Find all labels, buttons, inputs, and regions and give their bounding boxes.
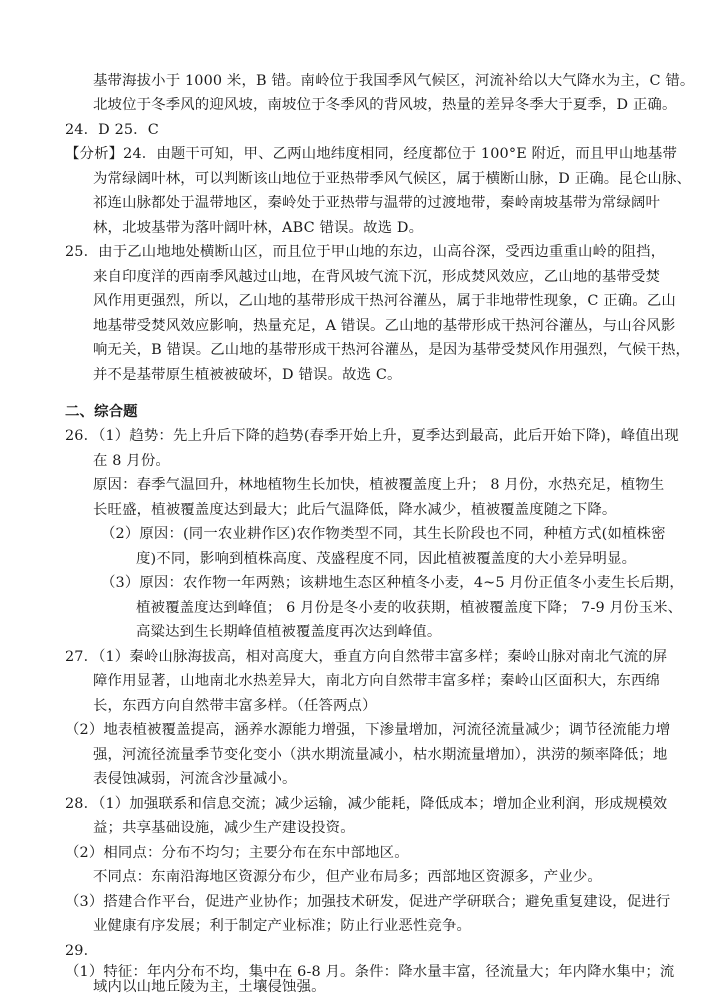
text-line: 北坡位于冬季风的迎风坡，南坡位于冬季风的背风坡，热量的差异冬季大于夏季，D 正确。 [93,97,677,113]
text-line: 长，东西方向自然带丰富多样。（任答两点） [93,698,377,714]
text-line: 27．（1）秦岭山脉海拔高，相对高度大，垂直方向自然带丰富多样；秦岭山脉对南北气流的屏 [65,649,668,665]
text-line: 业健康有序发展；利于制定产业标准；防止行业恶性竞争。 [93,918,472,934]
text-line: 24．D 25．C [65,122,159,138]
text-line: 25．由于乙山地地处横断山区，而且位于甲山地的东边，山高谷深，受西边重重山岭的阻挡， [65,244,666,260]
text-line: 长旺盛，植被覆盖度达到最大；此后气温降低，降水减少，植被覆盖度随之下降。 [93,502,617,518]
text-line: 益；共享基础设施，减少生产建设投资。 [93,820,355,836]
text-line: 29． [65,943,99,959]
text-line: （1）特征：年内分布不均，集中在 6-8 月。条件：降水量丰富，径流量大；年内降水集中；流 [65,964,675,980]
text-line: 基带海拔小于 1000 米，B 错。南岭位于我国季风气候区，河流补给以大气降水为主，C 错。 [93,73,695,89]
text-line: 26．（1）趋势：先上升后下降的趋势(春季开始上升，夏季达到最高，此后开始下降)，峰值出现 [65,428,679,444]
text-line: 28．（1）加强联系和信息交流；减少运输，减少能耗，降低成本；增加企业利润，形成规模效 [65,796,668,812]
text-line: 为常绿阔叶林，可以判断该山地位于亚热带季风气候区，属于横断山脉，D 正确。昆仑山脉、 [93,171,692,187]
text-line: 风作用更强烈，所以，乙山地的基带形成干热河谷灌丛，属于非地带性现象，C 正确。乙山 [93,293,676,309]
text-line: 响无关，B 错误。乙山地的基带形成干热河谷灌丛，是因为基带受焚风作用强烈，气候干热， [93,342,691,358]
text-line: 祁连山脉都处于温带地区，秦岭处于亚热带与温带的过渡地带，秦岭南坡基带为常绿阔叶 [93,195,661,211]
text-line: （2）原因：(同一农业耕作区)农作物类型不同，其生长阶段也不同，种植方式(如植株密 [101,526,666,542]
text-line: 【分析】24．由题干可知，甲、乙两山地纬度相同，经度都位于 100°E 附近，而且甲山地基带 [65,146,677,162]
text-line: 并不是基带原生植被被破坏，D 错误。故选 C。 [93,367,402,383]
text-line: 地基带受焚风效应影响，热量充足，A 错误。乙山地的基带形成干热河谷灌丛，与山谷风影 [93,318,676,334]
text-line: （2）地表植被覆盖提高，涵养水源能力增强，下渗量增加，河流径流量减少；调节径流能力增 [65,722,671,738]
text-line: （2）相同点：分布不均匀；主要分布在东中部地区。 [65,845,409,861]
text-line: 在 8 月份。 [93,453,170,469]
text-line: 强，河流径流量季节变化变小（洪水期流量减小，枯水期流量增加），洪涝的频率降低；地 [93,747,668,763]
section-heading: 二、综合题 [65,403,138,420]
text-line: 植被覆盖度达到峰值； 6 月份是冬小麦的收获期，植被覆盖度下降； 7-9 月份玉米、 [136,600,683,616]
text-line: 原因：春季气温回升，林地植物生长加快，植被覆盖度上升； 8 月份，水热充足，植物生 [93,477,665,493]
text-line: （3）搭建合作平台，促进产业协作；加强技术研发，促进产学研联合；避免重复建设，促进行 [65,894,671,910]
text-line: 域内以山地丘陵为主，土壤侵蚀强。 [93,979,326,995]
text-line: 来自印度洋的西南季风越过山地，在背风坡气流下沉，形成焚风效应，乙山地的基带受焚 [93,269,661,285]
text-line: 高粱达到生长期峰值植被覆盖度再次达到峰值。 [136,624,442,640]
text-line: （3）原因：农作物一年两熟；该耕地生态区种植冬小麦，4~5 月份正值冬小麦生长后期， [101,575,684,591]
text-line: 表侵蚀减弱，河流含沙量减小。 [93,771,297,787]
text-line: 不同点：东南沿海地区资源分布少，但产业布局多；西部地区资源多，产业少。 [93,869,602,885]
text-line: 障作用显著，山地南北水热差异大，南北方向自然带丰富多样；秦岭山区面积大，东西绵 [93,673,661,689]
text-line: 林，北坡基带为落叶阔叶林，ABC 错误。故选 D。 [93,220,424,236]
text-line: 度)不同，影响到植株高度、茂盛程度不同，因此植被覆盖度的大小差异明显。 [136,551,637,567]
